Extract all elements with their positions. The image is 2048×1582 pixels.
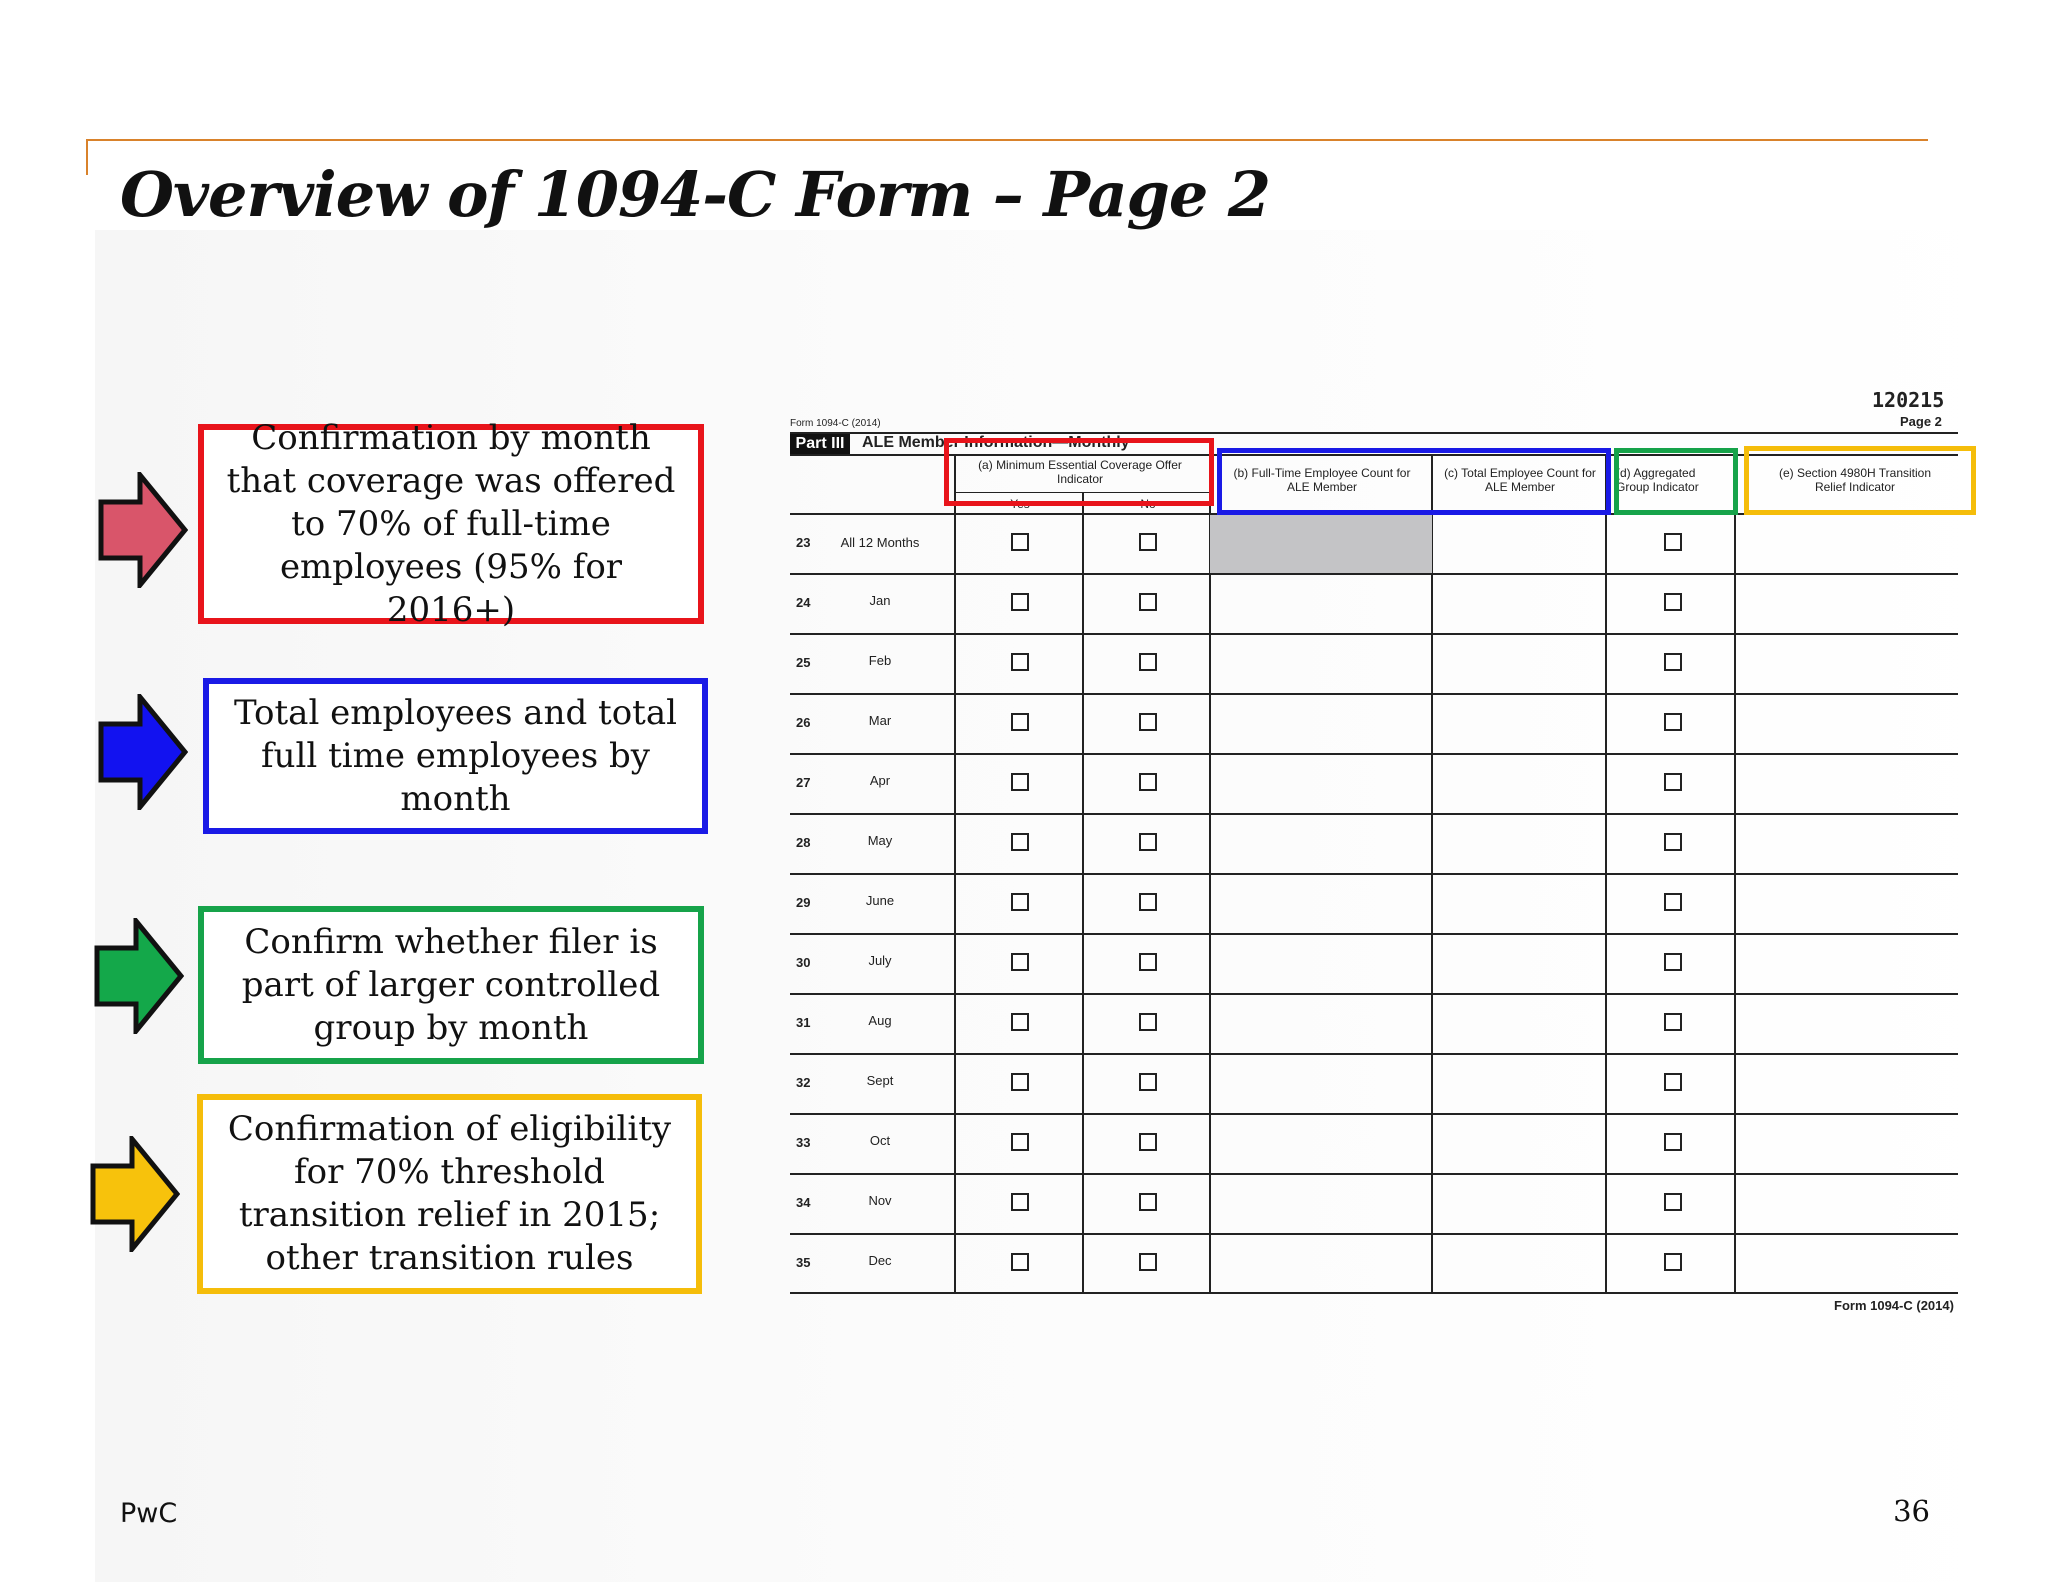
row-month: Feb	[868, 653, 892, 668]
checkbox-no[interactable]	[1139, 953, 1157, 971]
row-month: June	[865, 893, 895, 908]
row-number: 34	[796, 1195, 811, 1210]
form-row	[790, 575, 1958, 635]
row-number: 33	[796, 1135, 811, 1150]
form-footer: Form 1094-C (2014)	[1834, 1298, 1954, 1313]
arrow-right-icon	[94, 918, 184, 1034]
checkbox-yes[interactable]	[1011, 833, 1029, 851]
col-a-yes: Yes	[1010, 497, 1030, 511]
row-month: Sept	[866, 1073, 894, 1088]
checkbox-aggregated[interactable]	[1664, 953, 1682, 971]
form-row	[790, 1235, 1958, 1295]
callout-transition-relief: Confirmation of eligibility for 70% threshold transition relief in 2015; other transition rules	[197, 1094, 702, 1294]
footer-brand: PwC	[120, 1498, 178, 1529]
checkbox-no[interactable]	[1139, 713, 1157, 731]
row-month: Dec	[868, 1253, 892, 1268]
form-row	[790, 1055, 1958, 1115]
checkbox-aggregated[interactable]	[1664, 593, 1682, 611]
row-month: All 12 Months	[840, 535, 920, 550]
highlight-column-d	[1614, 448, 1738, 515]
form-label: Form 1094-C (2014)	[790, 418, 881, 429]
col-e-header: (e) Section 4980H Transition Relief Indicator	[1778, 466, 1932, 494]
checkbox-no[interactable]	[1139, 833, 1157, 851]
checkbox-aggregated[interactable]	[1664, 773, 1682, 791]
row-number: 30	[796, 955, 811, 970]
highlight-column-a	[944, 438, 1214, 506]
checkbox-no[interactable]	[1139, 1013, 1157, 1031]
row-number: 25	[796, 655, 811, 670]
checkbox-aggregated[interactable]	[1664, 1193, 1682, 1211]
part-title: ALE Member Information—Monthly	[862, 434, 1130, 451]
col-d-header: (d) Aggregated Group Indicator	[1616, 466, 1699, 494]
checkbox-aggregated[interactable]	[1664, 1073, 1682, 1091]
checkbox-yes[interactable]	[1011, 1193, 1029, 1211]
checkbox-aggregated[interactable]	[1664, 1253, 1682, 1271]
checkbox-yes[interactable]	[1011, 1013, 1029, 1031]
form-row	[790, 815, 1958, 875]
checkbox-no[interactable]	[1139, 893, 1157, 911]
checkbox-aggregated[interactable]	[1664, 893, 1682, 911]
form-row	[790, 1175, 1958, 1235]
checkbox-yes[interactable]	[1011, 1253, 1029, 1271]
checkbox-no[interactable]	[1139, 1133, 1157, 1151]
checkbox-no[interactable]	[1139, 1253, 1157, 1271]
arrow-right-icon	[90, 1136, 180, 1252]
row-number: 28	[796, 835, 811, 850]
checkbox-aggregated[interactable]	[1664, 1013, 1682, 1031]
row-number: 35	[796, 1255, 811, 1270]
checkbox-no[interactable]	[1139, 593, 1157, 611]
checkbox-yes[interactable]	[1011, 773, 1029, 791]
row-month: Aug	[868, 1013, 892, 1028]
row-number: 26	[796, 715, 811, 730]
checkbox-no[interactable]	[1139, 653, 1157, 671]
form-row	[790, 515, 1958, 575]
checkbox-yes[interactable]	[1011, 953, 1029, 971]
col-a-no: No	[1140, 497, 1156, 511]
form-code: 120215	[1872, 388, 1945, 412]
callout-aggregated-group: Confirm whether filer is part of larger controlled group by month	[198, 906, 704, 1064]
row-number: 24	[796, 595, 811, 610]
form-row	[790, 635, 1958, 695]
row-month: Oct	[869, 1133, 891, 1148]
title-rule	[86, 139, 1928, 141]
checkbox-yes[interactable]	[1011, 1133, 1029, 1151]
form-row	[790, 695, 1958, 755]
col-c-header: (c) Total Employee Count for ALE Member	[1444, 466, 1596, 494]
row-month: July	[868, 953, 892, 968]
checkbox-aggregated[interactable]	[1664, 653, 1682, 671]
form-row	[790, 935, 1958, 995]
row-month: Mar	[868, 713, 892, 728]
row-number: 29	[796, 895, 811, 910]
highlight-columns-b-c	[1217, 448, 1611, 515]
checkbox-yes[interactable]	[1011, 713, 1029, 731]
row-number: 31	[796, 1015, 811, 1030]
row-number: 23	[796, 535, 811, 550]
checkbox-no[interactable]	[1139, 533, 1157, 551]
highlight-column-e	[1744, 446, 1976, 515]
form-row	[790, 995, 1958, 1055]
row-number: 32	[796, 1075, 811, 1090]
row-rule	[790, 1292, 1958, 1294]
checkbox-aggregated[interactable]	[1664, 533, 1682, 551]
row-month: Jan	[869, 593, 891, 608]
title-rule-tick	[86, 139, 88, 175]
checkbox-yes[interactable]	[1011, 1073, 1029, 1091]
form-page-label: Page 2	[1900, 414, 1942, 429]
checkbox-yes[interactable]	[1011, 593, 1029, 611]
callout-employee-counts: Total employees and total full time employees by month	[203, 678, 708, 834]
page-number: 36	[1893, 1494, 1930, 1528]
part-label: Part III	[790, 434, 850, 454]
form-row	[790, 875, 1958, 935]
checkbox-yes[interactable]	[1011, 893, 1029, 911]
arrow-right-icon	[98, 694, 188, 810]
checkbox-yes[interactable]	[1011, 653, 1029, 671]
checkbox-aggregated[interactable]	[1664, 713, 1682, 731]
callout-coverage-offer: Confirmation by month that coverage was offered to 70% of full-time employees (95% for 2016+)	[198, 424, 704, 624]
checkbox-aggregated[interactable]	[1664, 1133, 1682, 1151]
col-a-header: (a) Minimum Essential Coverage Offer Indicator	[978, 458, 1182, 486]
col-b-header: (b) Full-Time Employee Count for ALE Member	[1233, 466, 1411, 494]
checkbox-no[interactable]	[1139, 1073, 1157, 1091]
arrow-right-icon	[98, 472, 188, 588]
row-number: 27	[796, 775, 811, 790]
row-month: May	[867, 833, 893, 848]
checkbox-yes[interactable]	[1011, 533, 1029, 551]
row-month: Nov	[868, 1193, 892, 1208]
form-row	[790, 755, 1958, 815]
form-row	[790, 1115, 1958, 1175]
slide-title: Overview of 1094-C Form – Page 2	[120, 158, 1271, 231]
row-month: Apr	[869, 773, 891, 788]
checkbox-no[interactable]	[1139, 1193, 1157, 1211]
checkbox-no[interactable]	[1139, 773, 1157, 791]
checkbox-aggregated[interactable]	[1664, 833, 1682, 851]
